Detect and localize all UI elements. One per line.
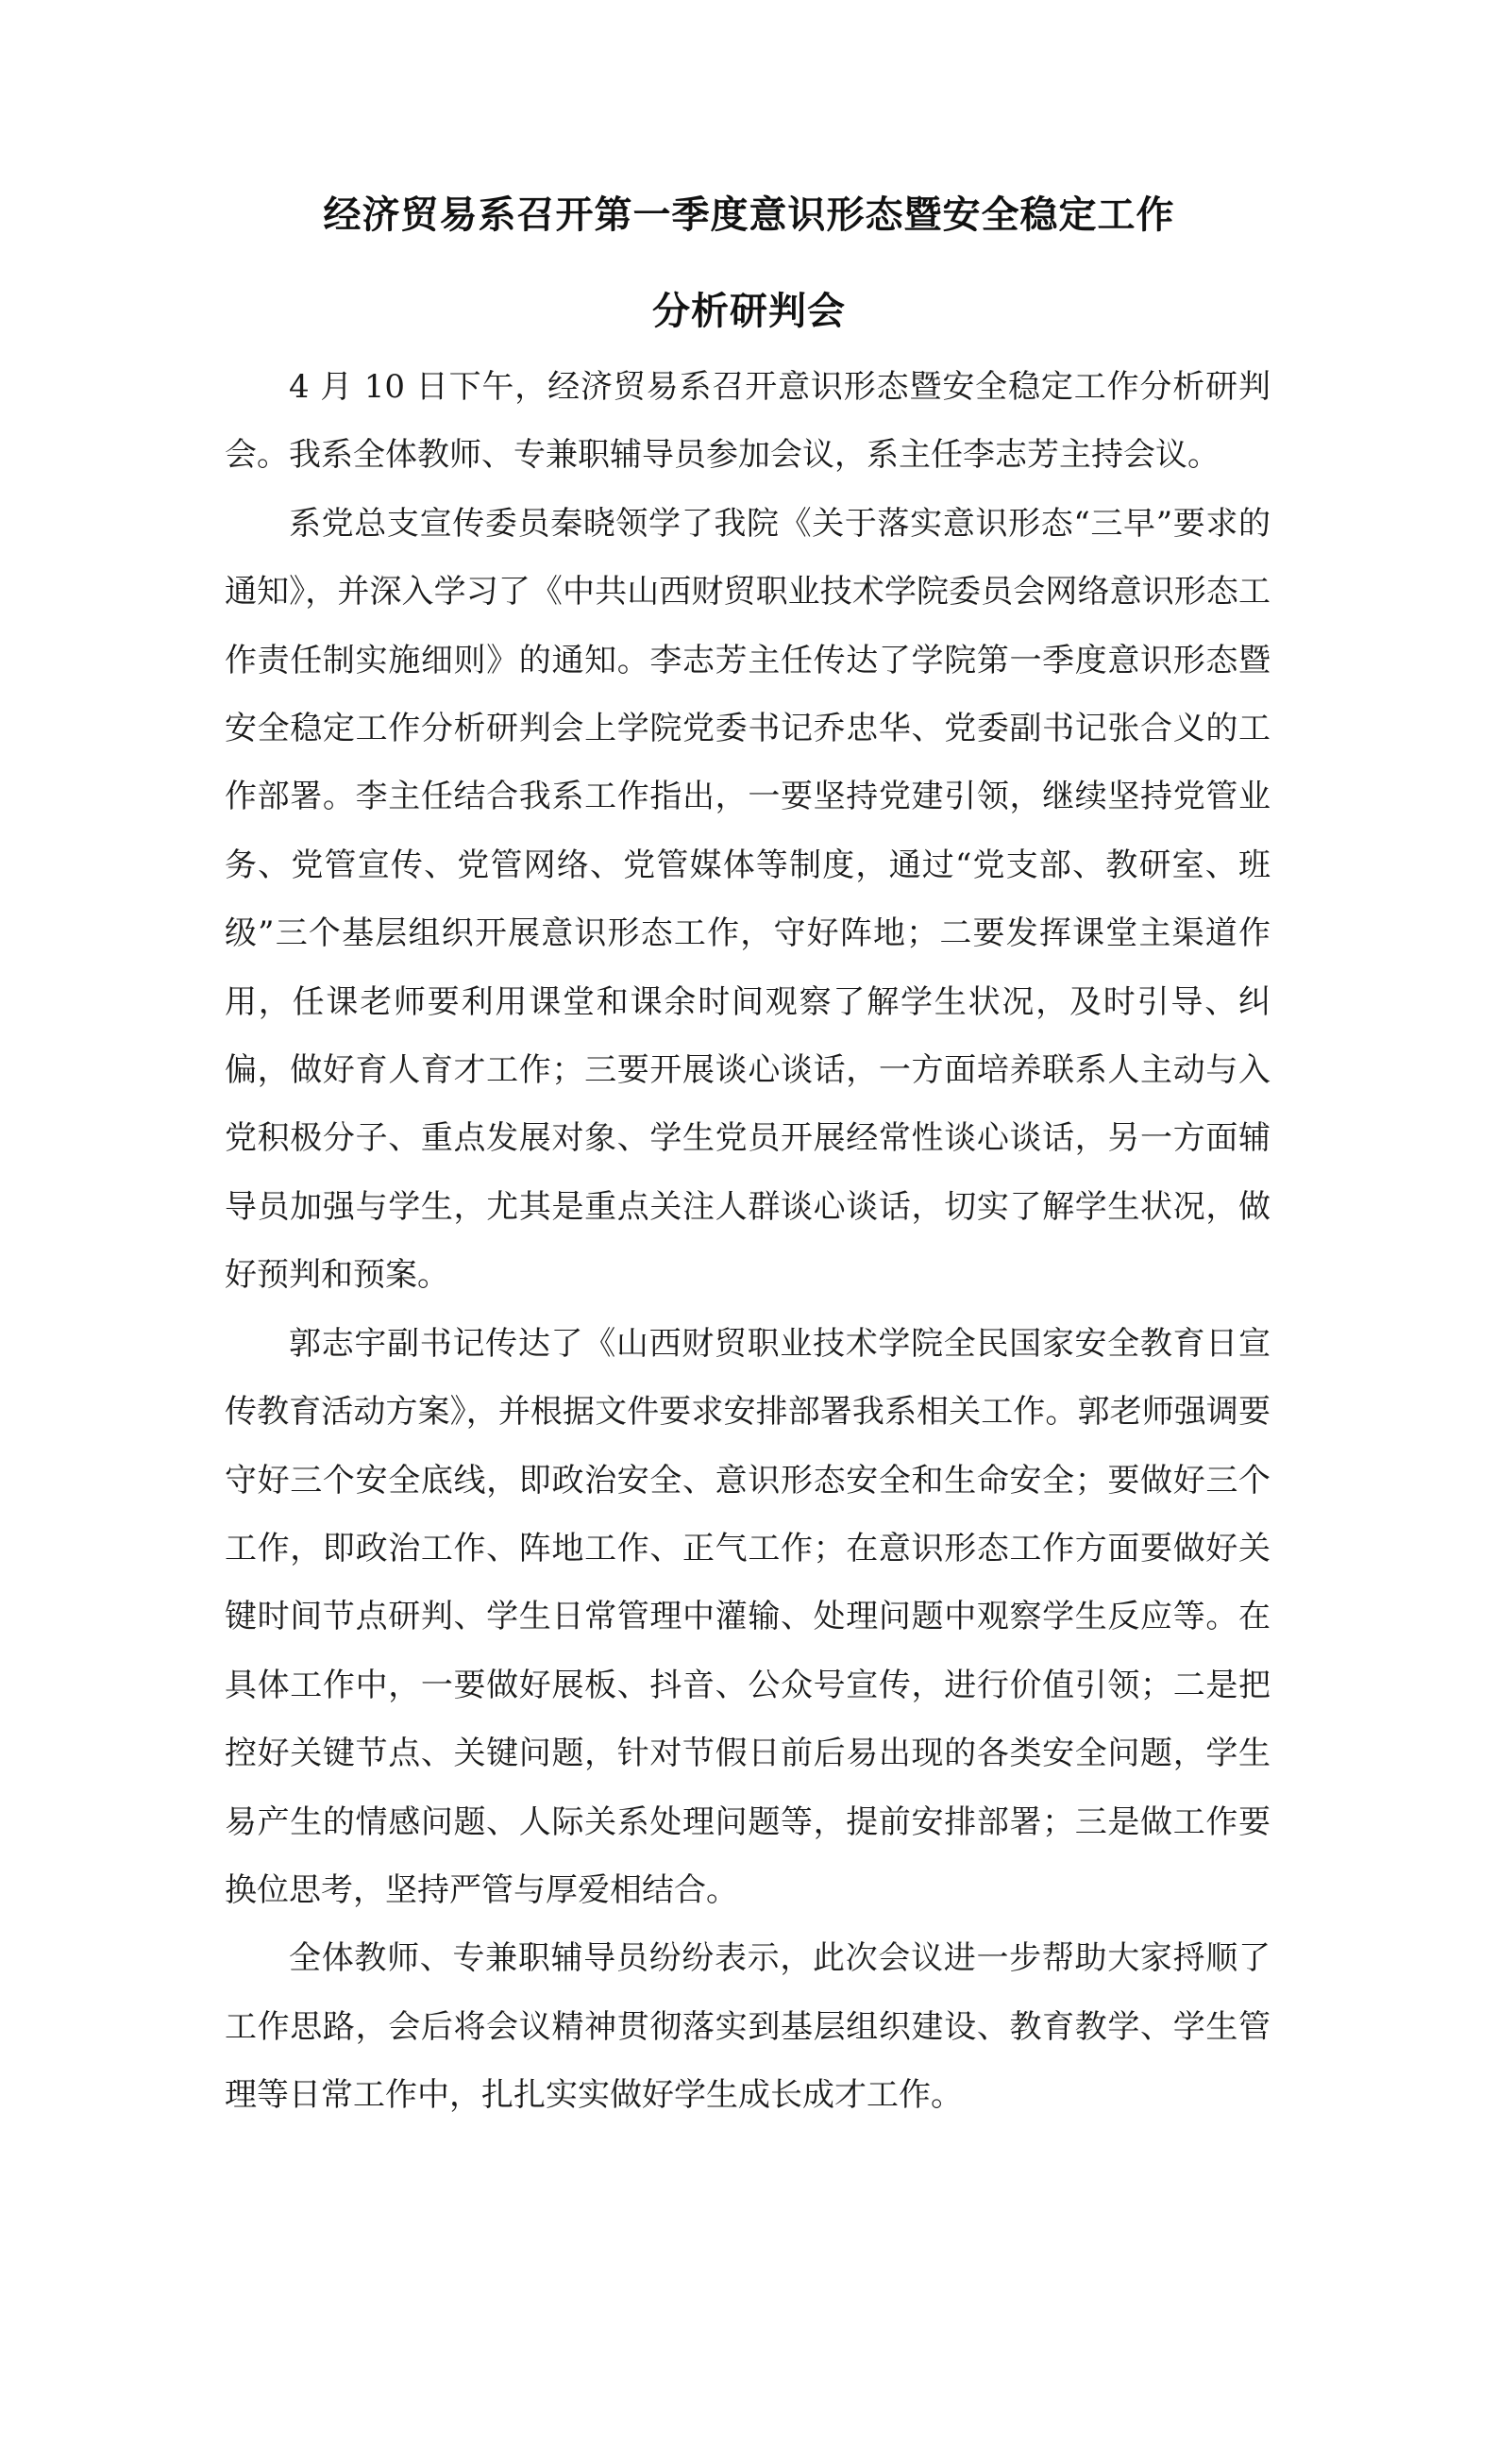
document-body	[225, 353, 1271, 2130]
document-title-line-2: 分析研判会	[652, 290, 846, 333]
paragraph-meeting-intro: 4 月 10 日下午，经济贸易系召开意识形态暨安全稳定工作分析研判会。我系全体教师、专兼职辅导员参加会议，系主任李志芳主持会议。	[225, 368, 1271, 475]
paragraph-guo-zhiyu-remarks: 郭志宇副书记传达了《山西财贸职业技术学院全民国家安全教育日宣传教育活动方案》，并根据文件要求安排部署我系相关工作。郭老师强调要守好三个安全底线，即政治安全、意识形态安全和生命安全；要做好三个工作，即政治工作、阵地工作、正气工作；在意识形态工作方面要做好关键时间节点研判、学生日常管理中灌输、处理问题中观察学生反应等。在具体工作中，一要做好展板、抖音、公众号宣传，进行价值引领；二是把控好关键节点、关键问题，针对节假日前后易出现的各类安全问题，学生易产生的情感问题、人际关系处理问题等，提前安排部署；三是做工作要换位思考，坚持严管与厚爱相结合。	[225, 1324, 1271, 1909]
paragraph-li-zhifang-remarks: 系党总支宣传委员秦晓领学了我院《关于落实意识形态“三早”要求的通知》，并深入学习了《中共山西财贸职业技术学院委员会网络意识形态工作责任制实施细则》的通知。李志芳主任传达了学院第一季度意识形态暨安全稳定工作分析研判会上学院党委书记乔忠华、党委副书记张合义的工作部署。李主任结合我系工作指出，一要坚持党建引领，继续坚持党管业务、党管宣传、党管网络、党管媒体等制度，通过“党支部、教研室、班级”三个基层组织开展意识形态工作，守好阵地；二要发挥课堂主渠道作用，任课老师要利用课堂和课余时间观察了解学生状况，及时引导、纠偏，做好育人育才工作；三要开展谈心谈话，一方面培养联系人主动与入党积极分子、重点发展对象、学生党员开展经常性谈心谈话，另一方面辅导员加强与学生，尤其是重点关注人群谈心谈话，切实了解学生状况，做好预判和预案。	[225, 504, 1271, 1295]
document-title-line-1: 经济贸易系召开第一季度意识形态暨安全稳定工作	[323, 193, 1175, 237]
paragraph-closing: 全体教师、专兼职辅导员纷纷表示，此次会议进一步帮助大家捋顺了工作思路，会后将会议精神贯彻落实到基层组织建设、教育教学、学生管理等日常工作中，扎扎实实做好学生成长成才工作。	[225, 1939, 1271, 2115]
